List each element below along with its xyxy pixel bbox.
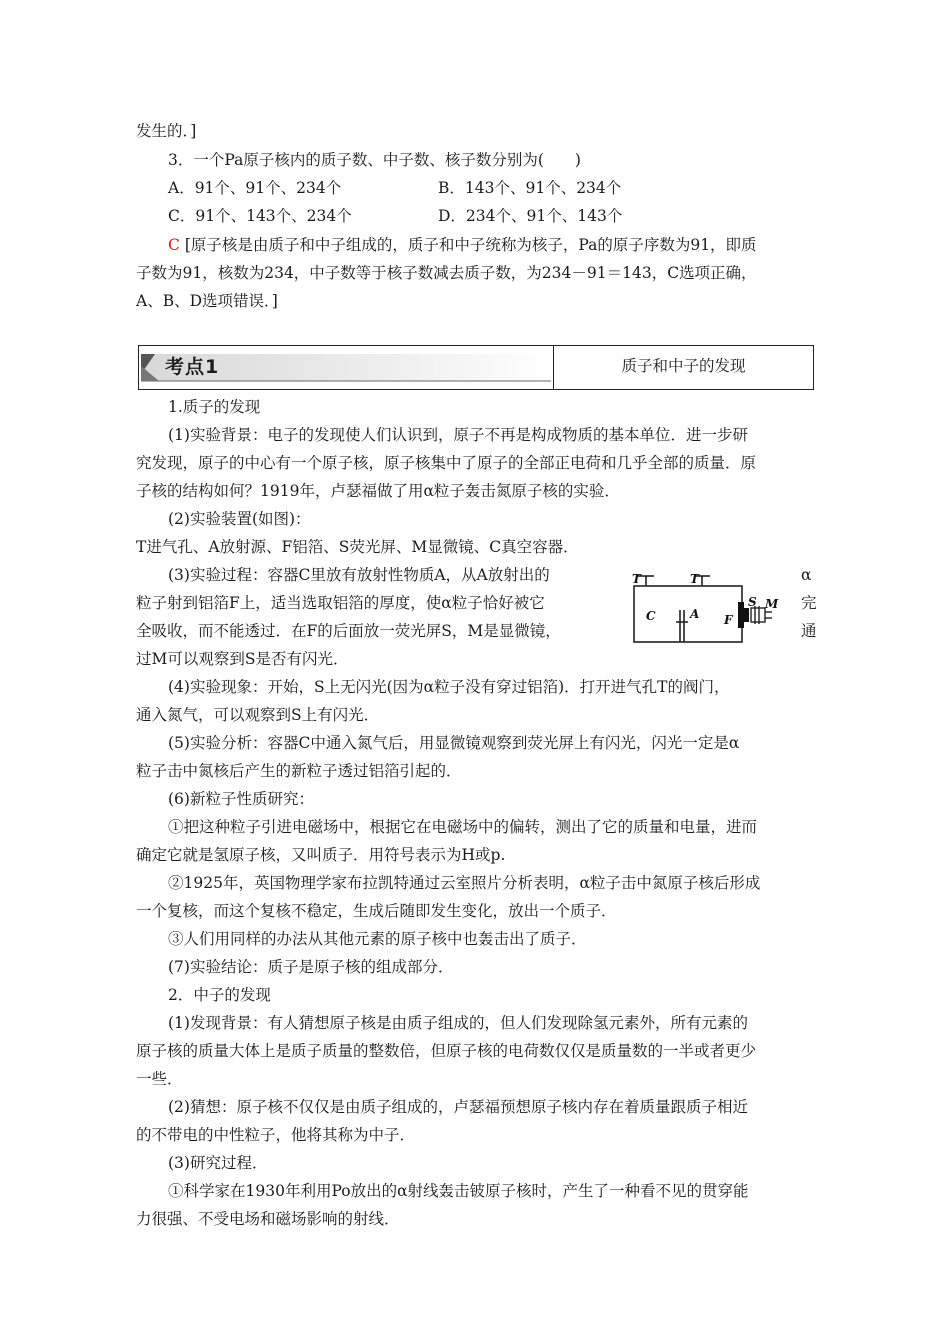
p6b-line-1: ②1925年，英国物理学家布拉凯特通过云室照片分析表明，α粒子击中氮原子核后形成 — [168, 874, 761, 892]
p4-line-2: 通入氮气，可以观察到S上有闪光． — [136, 706, 380, 724]
side-tong: 通 — [801, 622, 817, 640]
q2-line-2: 的不带电的中性粒子，他将其称为中子． — [136, 1126, 416, 1144]
p7: (7)实验结论：质子是原子核的组成部分． — [168, 958, 454, 976]
label-m: M — [765, 597, 779, 611]
label-c: C — [646, 609, 656, 623]
q3: (3)研究过程． — [168, 1154, 268, 1172]
q2-line-1: (2)猜想：原子核不仅仅是由质子组成的，卢瑟福预想原子核内存在着质量跟质子相近 — [168, 1098, 748, 1116]
section-label: 考点1 — [165, 356, 220, 378]
p5-line-2: 粒子击中氮核后产生的新粒子透过铝箔引起的． — [136, 762, 462, 780]
option-a: A．91个、91个、234个 — [168, 179, 342, 197]
section-title: 质子和中子的发现 — [621, 357, 746, 375]
p1-line-1: (1)实验背景：电子的发现使人们认识到，原子不再是构成物质的基本单位．进一步研 — [168, 426, 748, 444]
q1-line-2: 原子核的质量大体上是质子质量的整数倍，但原子核的电荷数仅仅是质量数的一半或者更少 — [136, 1042, 757, 1060]
option-b: B．143个、91个、234个 — [438, 179, 622, 197]
p4-line-1: (4)实验现象：开始，S上无闪光(因为α粒子没有穿过铝箔)．打开进气孔T的阀门， — [168, 678, 730, 696]
q1-line-3: 一些． — [136, 1070, 183, 1088]
side-alpha: α — [801, 566, 812, 584]
answer-line-3: A、B、D选项错误．] — [136, 292, 278, 310]
option-c: C．91个、143个、234个 — [168, 207, 352, 225]
p1-line-3: 子核的结构如何？1919年，卢瑟福做了用α粒子轰击氮原子核的实验． — [136, 482, 620, 500]
p3-line-2: 粒子射到铝箔F上，适当选取铝箔的厚度，使α粒子恰好被它 — [136, 594, 545, 612]
p5-line-1: (5)实验分析：容器C中通入氮气后，用显微镜观察到荧光屏上有闪光，闪光一定是α — [168, 734, 740, 752]
question-3: 3．一个Pa原子核内的质子数、中子数、核子数分别为( ) — [168, 151, 581, 169]
label-t1: T — [632, 572, 641, 586]
label-a: A — [690, 607, 700, 621]
p3-line-4: 过M可以观察到S是否有闪光． — [136, 650, 349, 668]
option-d: D．234个、91个、143个 — [438, 207, 623, 225]
heading-neutron: 2．中子的发现 — [168, 986, 271, 1004]
p6a-line-1: ①把这种粒子引进电磁场中，根据它在电磁场中的偏转，测出了它的质量和电量，进而 — [168, 818, 758, 836]
label-f: F — [724, 613, 733, 627]
p6: (6)新粒子性质研究： — [168, 790, 314, 808]
p2: (2)实验装置(如图)： — [168, 510, 311, 528]
p6c: ③人们用同样的办法从其他元素的原子核中也轰击出了质子． — [168, 930, 587, 948]
p3-line-3: 全吸收，而不能透过．在F的后面放一荧光屏S，M是显微镜， — [136, 622, 561, 640]
answer-letter: C — [168, 236, 180, 254]
q1-line-1: (1)发现背景：有人猜想原子核是由质子组成的，但人们发现除氢元素外，所有元素的 — [168, 1014, 748, 1032]
answer-text-1: [原子核是由质子和中子组成的，质子和中子统称为核子，Pa的原子序数为91，即质 — [184, 236, 757, 254]
q3a-line-2: 力很强、不受电场和磁场影响的射线． — [136, 1210, 400, 1228]
answer-line-1 — [168, 235, 816, 255]
q3a-line-1: ①科学家在1930年利用Po放出的α射线轰击铍原子核时，产生了一种看不见的贯穿能 — [168, 1182, 749, 1200]
heading-proton: 1.质子的发现 — [168, 398, 261, 416]
p2-desc: T进气孔、A放射源、F铝箔、S荧光屏、M显微镜、C真空容器． — [136, 538, 579, 556]
p6a-line-2: 确定它就是氢原子核，又叫质子．用符号表示为H或p. — [136, 846, 506, 864]
label-s: S — [748, 595, 757, 609]
apparatus-diagram — [628, 570, 798, 646]
answer-line-2: 子数为91，核数为234，中子数等于核子数减去质子数，为234－91＝143，C选项正确， — [136, 264, 757, 282]
prev-answer-end: 发生的．] — [136, 122, 197, 140]
side-wan: 完 — [801, 594, 817, 612]
p6b-line-2: 一个复核，而这个复核不稳定，生成后随即发生变化，放出一个质子． — [136, 902, 617, 920]
p1-line-2: 究发现，原子的中心有一个原子核，原子核集中了原子的全部正电荷和几乎全部的质量．原 — [136, 454, 757, 472]
label-t2: T — [690, 572, 699, 586]
section-header — [138, 345, 814, 390]
p3-line-1: (3)实验过程：容器C里放有放射性物质A，从A放射出的 — [168, 566, 550, 584]
